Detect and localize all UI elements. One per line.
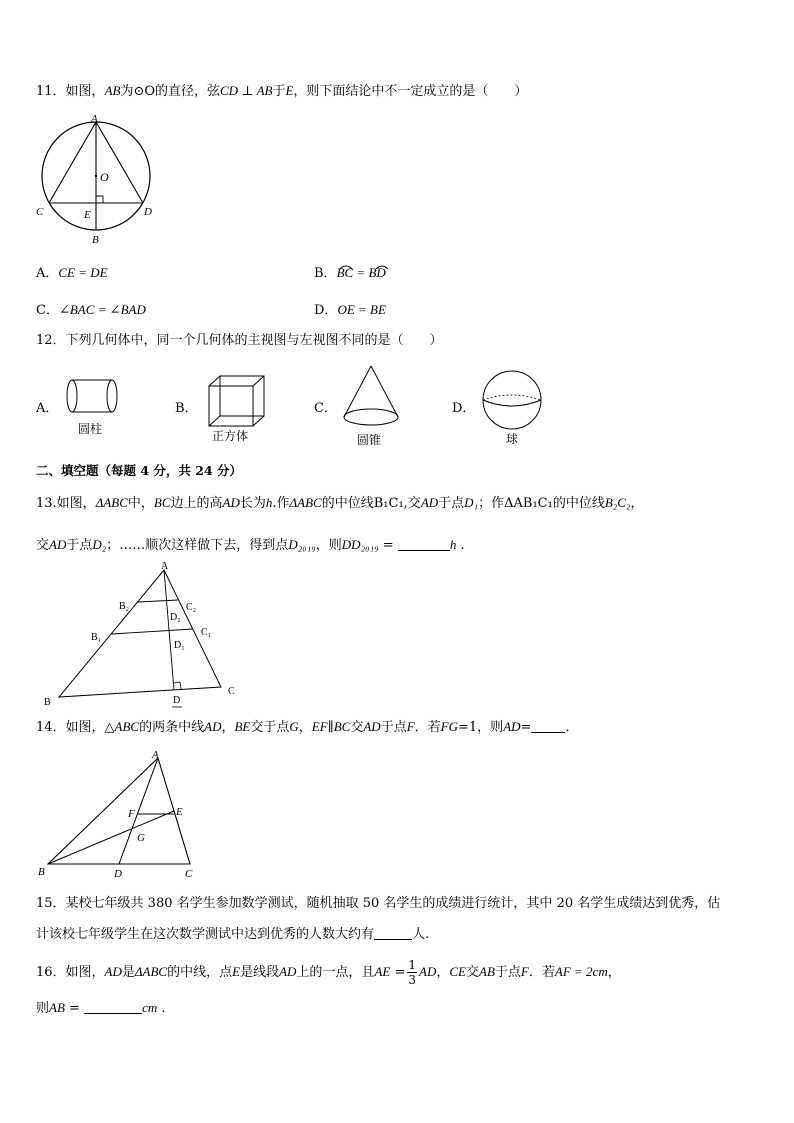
q12-option-a-letter[interactable]: A． (36, 401, 59, 416)
q11-label-e: E (84, 209, 91, 221)
q13-triangle-figure (36, 560, 246, 712)
q16-fraction: $\frac{1}{3}$ (408, 958, 417, 987)
q11-stem: 11．如图，AB为⊙O的直径，弦CD ⊥ AB于E，则下面结论中不一定成立的是（ ） (36, 83, 528, 99)
q14-label-b: B (38, 866, 45, 878)
q12-caption-cylinder: 圆柱 (78, 422, 103, 436)
q16-answer-blank[interactable] (84, 1013, 142, 1014)
q15-answer-blank[interactable] (374, 939, 412, 940)
q11-label-c: C (36, 206, 44, 218)
cylinder-figure (64, 376, 122, 420)
q13-line2: 交AD于点D₂；……顺次这样做下去，得到点D₂₀₁₉，则DD₂₀₁₉ = h . (36, 537, 465, 553)
q14-label-f: F (128, 808, 135, 820)
q12-caption-sphere: 球 (506, 432, 519, 446)
q11-label-d: D (144, 206, 152, 218)
section-2-heading: 二、填空题（每题 4 分，共 24 分） (36, 463, 243, 478)
q14-label-d: D (114, 868, 122, 880)
cone-figure (340, 364, 402, 432)
q15-line2: 计该校七年级学生在这次数学测试中达到优秀的人数大约有 人. (36, 927, 430, 942)
q13-label-b1: B₁ (91, 632, 102, 643)
q11-label-a: A (91, 113, 98, 125)
q13-label-b: B (44, 697, 51, 708)
q14-answer-blank[interactable] (531, 732, 565, 733)
q11-circle-figure (30, 110, 160, 250)
q12-stem: 12．下列几何体中，同一个几何体的主视图与左视图不同的是（ ） (36, 333, 443, 348)
q14-label-a: A (152, 749, 159, 761)
q11-label-b: B (92, 234, 99, 246)
q11-option-b[interactable]: B．BC = BD (314, 265, 386, 281)
q14-label-e: E (176, 806, 183, 818)
sphere-figure (480, 370, 544, 432)
q16-line2: 则AB = cm . (36, 1000, 166, 1016)
q12-caption-cone: 圆锥 (357, 433, 382, 447)
q13-label-c1: C₁ (201, 627, 212, 638)
q12-option-c-letter[interactable]: C． (314, 401, 337, 416)
q13-line1: 13.如图，ΔABC中，BC边上的高AD长为h.作ΔABC的中位线B₁C₁,交AD于点D₁；作ΔAB₁C₁的中位线B₂C₂， (36, 495, 644, 511)
q13-label-a: A (161, 561, 169, 572)
q12-caption-cube: 正方体 (212, 429, 249, 443)
q15-line1: 15．某校七年级共 380 名学生参加数学测试，随机抽取 50 名学生的成绩进行统计，其中 20 名学生成绩达到优秀，估 (36, 896, 721, 911)
q13-answer-blank[interactable] (398, 550, 450, 551)
q11-arc-marks (338, 262, 398, 270)
q11-label-o: O (100, 170, 109, 184)
q11-option-d[interactable]: D．OE = BE (314, 302, 386, 318)
q12-option-d-letter[interactable]: D． (452, 401, 476, 416)
q13-label-d2: D₂ (170, 612, 181, 623)
q16-line1: 16．如图，AD是ΔABC的中线，点E是线段AD上的一点，且AE = $\frac{1}{3}$ AD，CE交AB于点F．若AF = 2cm， (36, 958, 621, 987)
q13-label-b2: B₂ (119, 601, 130, 612)
q13-label-d1: D₁ (174, 640, 185, 651)
q14-triangle-figure (36, 748, 206, 880)
q13-label-d: D (173, 695, 181, 706)
q14-label-c: C (185, 868, 193, 880)
q13-label-c2: C₂ (186, 602, 197, 613)
q13-label-c: C (228, 686, 235, 697)
q11-option-c[interactable]: C．∠BAC = ∠BAD (36, 302, 146, 318)
cube-figure (206, 374, 268, 428)
q14-stem: 14．如图，△ABC的两条中线AD，BE交于点G，EF∥BC交AD于点F．若FG=1，则AD= ． (36, 719, 579, 735)
q11-option-a[interactable]: A．CE = DE (36, 265, 108, 281)
q14-label-g: G (137, 832, 145, 844)
q12-option-b-letter[interactable]: B． (175, 401, 198, 416)
